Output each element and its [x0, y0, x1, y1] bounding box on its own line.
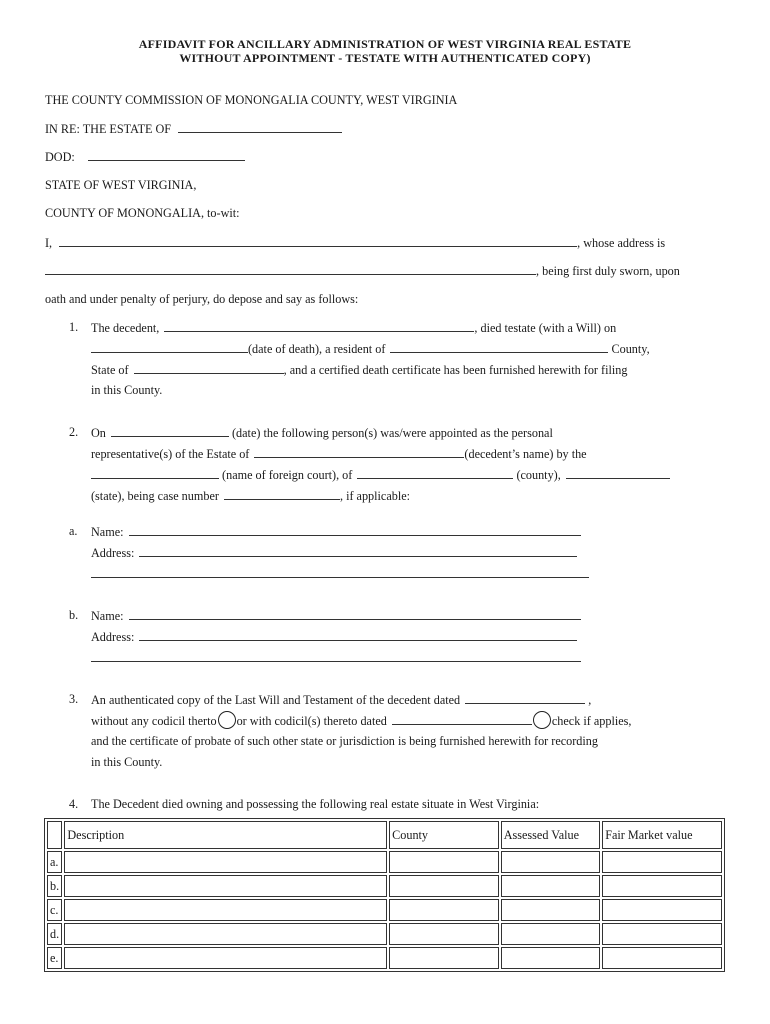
item2-line1 [91, 425, 553, 441]
date-of-death-text: (date of death), a resident of [248, 342, 386, 356]
row-label: b. [47, 875, 62, 897]
item2-line3 [91, 467, 670, 483]
commission-heading: THE COUNTY COMMISSION OF MONONGALIA COUNTY, WEST VIRGINIA [45, 93, 458, 107]
assessed-value-cell[interactable] [501, 947, 600, 969]
decedent-name-field[interactable] [164, 320, 474, 332]
will-copy-text: An authenticated copy of the Last Will and Testament of the decedent dated [91, 693, 461, 707]
resident-county-field[interactable] [390, 341, 608, 353]
estate-name-field[interactable] [178, 121, 342, 133]
certified-text: , and a certified death certificate has been furnished herewith for filing [283, 363, 628, 377]
with-codicil-text: or with codicil(s) thereto dated [236, 714, 387, 728]
person-a-address-label: Address: [91, 546, 135, 560]
dod-field[interactable] [88, 149, 245, 161]
table-header-row [47, 821, 722, 849]
county-cell[interactable] [389, 875, 499, 897]
will-date-field[interactable] [465, 692, 585, 704]
dod-line [45, 149, 245, 165]
without-codicil-text: without any codicil therto [91, 714, 217, 728]
foreign-state-field[interactable] [566, 467, 670, 479]
codicil-date-field[interactable] [392, 713, 532, 725]
person-a-address-field-2[interactable] [91, 566, 589, 578]
form-title-line2: WITHOUT APPOINTMENT - TESTATE WITH AUTHENTICATED COPY) [179, 51, 591, 65]
affiant-name-field[interactable] [59, 235, 577, 247]
county-cell[interactable] [389, 899, 499, 921]
item2-line4 [91, 488, 410, 504]
item4-number: 4. [69, 797, 79, 811]
person-a-address-line2 [91, 566, 589, 582]
with-codicil-radio[interactable] [533, 711, 551, 729]
assessed-value-cell[interactable] [501, 899, 600, 921]
description-cell[interactable] [64, 947, 387, 969]
person-a-name-label: Name: [91, 525, 124, 539]
decedent-label: The decedent, [91, 321, 160, 335]
item1-number: 1. [69, 320, 79, 334]
table-header-corner [47, 821, 62, 849]
foreign-county-field[interactable] [357, 467, 513, 479]
item2-line2 [91, 446, 587, 462]
item3-line1 [91, 692, 591, 708]
without-codicil-radio[interactable] [218, 711, 236, 729]
person-b-address-line2 [91, 650, 581, 666]
address-line [45, 263, 680, 279]
description-cell[interactable] [64, 923, 387, 945]
rep-estate-text: representative(s) of the Estate of [91, 447, 250, 461]
on-label: On [91, 426, 106, 440]
in-re-label: IN RE: THE ESTATE OF [45, 122, 172, 136]
table-row [47, 875, 722, 897]
case-number-field[interactable] [224, 488, 340, 500]
state-line: STATE OF WEST VIRGINIA, [45, 178, 197, 192]
in-re-line [45, 121, 342, 137]
item1-line3 [91, 362, 627, 378]
fair-market-value-cell[interactable] [602, 947, 722, 969]
item1-line1 [91, 320, 616, 336]
row-label: c. [47, 899, 62, 921]
item3-line2 [91, 713, 631, 729]
assessed-value-cell[interactable] [501, 851, 600, 873]
county-paren-text: (county), [516, 468, 561, 482]
person-b-address-field-2[interactable] [91, 650, 581, 662]
header-description: Description [64, 821, 387, 849]
table-row [47, 947, 722, 969]
description-cell[interactable] [64, 875, 387, 897]
form-title-line1: AFFIDAVIT FOR ANCILLARY ADMINISTRATION OF WEST VIRGINIA REAL ESTATE [138, 37, 632, 51]
person-a-name-line [91, 524, 581, 540]
real-estate-table [44, 818, 725, 972]
row-label: a. [47, 851, 62, 873]
description-cell[interactable] [64, 899, 387, 921]
person-a-letter: a. [69, 524, 78, 538]
item3-line3: and the certificate of probate of such other state or jurisdiction is being furnished herewith for recording [91, 734, 598, 748]
row-label: d. [47, 923, 62, 945]
table-row [47, 899, 722, 921]
date-of-death-field[interactable] [91, 341, 248, 353]
assessed-value-cell[interactable] [501, 875, 600, 897]
decedent-name-text: (decedent’s name) by the [464, 447, 587, 461]
will-date-comma: , [588, 693, 592, 707]
assessed-value-cell[interactable] [501, 923, 600, 945]
person-a-address-field[interactable] [139, 545, 577, 557]
header-county: County [389, 821, 499, 849]
person-b-letter: b. [69, 608, 79, 622]
county-line: COUNTY OF MONONGALIA, to-wit: [45, 206, 240, 220]
row-label: e. [47, 947, 62, 969]
person-a-address-line [91, 545, 577, 561]
sworn-text: , being first duly sworn, upon [536, 264, 680, 278]
county-cell[interactable] [389, 851, 499, 873]
if-applicable-text: , if applicable: [339, 489, 411, 503]
description-cell[interactable] [64, 851, 387, 873]
decedent-name-field-2[interactable] [254, 446, 464, 458]
item3-number: 3. [69, 692, 79, 706]
state-case-text: (state), being case number [91, 489, 219, 503]
fair-market-value-cell[interactable] [602, 899, 722, 921]
resident-state-field[interactable] [134, 362, 284, 374]
table-row [47, 923, 722, 945]
header-fair-market-value: Fair Market value [602, 821, 722, 849]
affiant-address-field[interactable] [45, 263, 536, 275]
date-following-text: (date) the following person(s) was/were appointed as the personal [232, 426, 553, 440]
fair-market-value-cell[interactable] [602, 875, 722, 897]
died-testate-text: , died testate (with a Will) on [474, 321, 617, 335]
item1-line2 [91, 341, 650, 357]
appointment-date-field[interactable] [111, 425, 229, 437]
person-a-name-field[interactable] [129, 524, 581, 536]
foreign-court-text: (name of foreign court), of [222, 468, 353, 482]
person-b-name-field[interactable] [129, 608, 581, 620]
item2-number: 2. [69, 425, 79, 439]
check-applies-text: check if applies, [551, 714, 632, 728]
item3-line4: in this County. [91, 755, 163, 769]
table-row [47, 851, 722, 873]
person-b-address-label: Address: [91, 630, 135, 644]
fair-market-value-cell[interactable] [602, 851, 722, 873]
fair-market-value-cell[interactable] [602, 923, 722, 945]
oath-line: oath and under penalty of perjury, do depose and say as follows: [45, 292, 359, 306]
affiant-prefix: I, [45, 236, 53, 250]
whose-address-text: , whose address is [577, 236, 666, 250]
dod-label: DOD: [45, 150, 75, 164]
state-of-label: State of [91, 363, 129, 377]
county-cell[interactable] [389, 947, 499, 969]
county-word: County, [611, 342, 650, 356]
item4-text: The Decedent died owning and possessing the following real estate situate in West Virginia: [91, 797, 540, 811]
person-b-name-line [91, 608, 581, 624]
county-cell[interactable] [389, 923, 499, 945]
header-assessed-value: Assessed Value [501, 821, 600, 849]
person-b-address-field[interactable] [139, 629, 577, 641]
affiant-line [45, 235, 665, 251]
foreign-court-field[interactable] [91, 467, 219, 479]
person-b-address-line [91, 629, 577, 645]
item1-line4: in this County. [91, 383, 163, 397]
person-b-name-label: Name: [91, 609, 124, 623]
